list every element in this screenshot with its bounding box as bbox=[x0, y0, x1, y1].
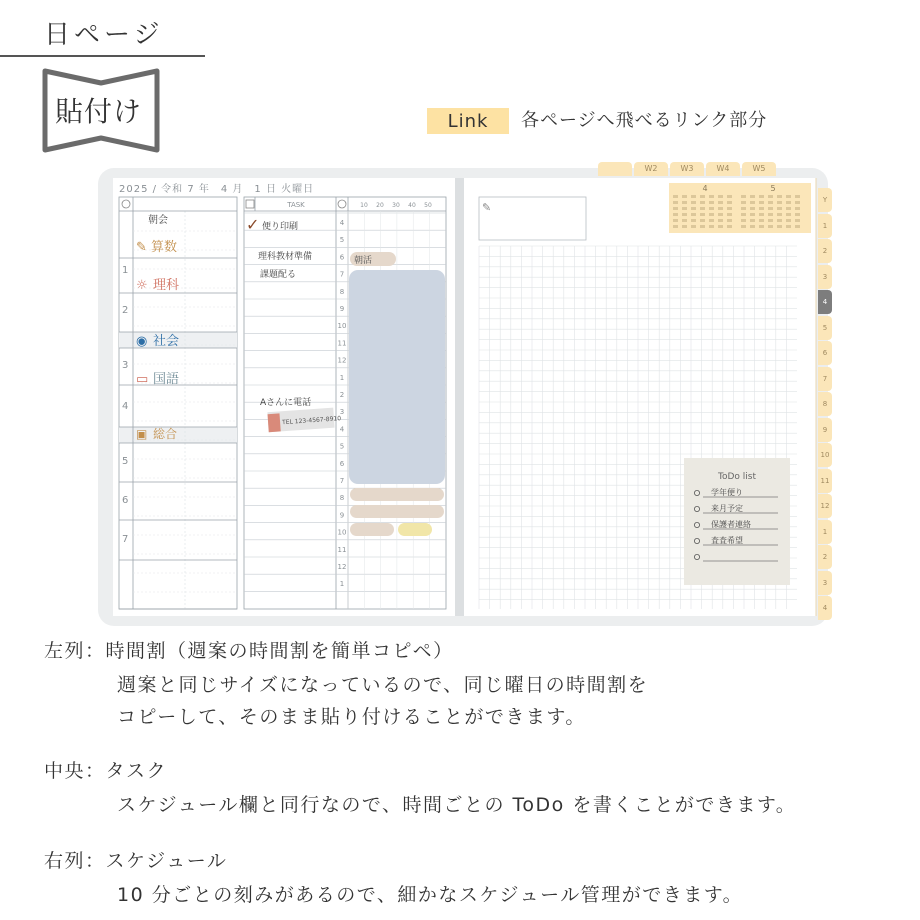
calendar-day bbox=[795, 201, 800, 204]
calendar-day bbox=[777, 195, 782, 198]
side-tab-month[interactable]: 2 bbox=[818, 239, 832, 263]
calendar-day bbox=[727, 219, 732, 222]
calendar-month: 5 bbox=[770, 184, 776, 193]
calendar-day bbox=[741, 225, 746, 228]
calendar-day bbox=[777, 225, 782, 228]
calendar-day bbox=[741, 201, 746, 204]
clock-icon bbox=[338, 200, 346, 208]
calendar-day bbox=[741, 207, 746, 210]
calendar-day bbox=[750, 201, 755, 204]
schedule-bar[interactable] bbox=[350, 488, 444, 501]
calendar-day bbox=[709, 201, 714, 204]
calendar-day bbox=[795, 207, 800, 210]
todo-title: ToDo list bbox=[718, 472, 756, 482]
task-item: Aさんに電話 bbox=[260, 398, 312, 408]
task-item: 理科教材準備 bbox=[258, 252, 313, 262]
hour-label: 5 bbox=[339, 236, 345, 245]
timetable-period-number: 4 bbox=[122, 401, 129, 412]
hour-label: 12 bbox=[337, 356, 347, 365]
hour-label: 9 bbox=[339, 305, 345, 313]
paste-label: 貼付け bbox=[55, 95, 143, 128]
timetable-period-number: 2 bbox=[122, 305, 129, 316]
side-tab-month[interactable]: 9 bbox=[818, 418, 832, 442]
checkmark-icon: ✓ bbox=[246, 215, 260, 234]
timeline-tick: 30 bbox=[392, 202, 400, 209]
calendar-day bbox=[682, 225, 687, 228]
schedule-bar[interactable] bbox=[398, 523, 432, 536]
calendar-day bbox=[709, 195, 714, 198]
calendar-day bbox=[673, 225, 678, 228]
calendar-day bbox=[691, 219, 696, 222]
hour-label: 1 bbox=[339, 580, 345, 589]
side-tab-month[interactable]: 12 bbox=[818, 494, 832, 518]
hour-label: 11 bbox=[337, 545, 347, 554]
calendar-day bbox=[759, 219, 764, 222]
calendar-day bbox=[727, 195, 732, 198]
hour-label: 6 bbox=[339, 253, 345, 262]
calendar-day bbox=[750, 213, 755, 216]
calendar-day bbox=[682, 201, 687, 204]
note-body-line: スケジュール欄と同行なので、時間ごとの ToDo を書くことができます。 bbox=[117, 794, 797, 816]
calendar-day bbox=[709, 213, 714, 216]
hour-label: 6 bbox=[339, 459, 345, 468]
calendar-day bbox=[759, 213, 764, 216]
note-heading: 左列：時間割（週案の時間割を簡単コピペ） bbox=[44, 640, 454, 662]
calendar-day bbox=[795, 195, 800, 198]
week-tab-2[interactable]: W2 bbox=[634, 162, 668, 176]
schedule-bar[interactable] bbox=[350, 523, 394, 536]
hour-label: 7 bbox=[339, 477, 345, 485]
timetable-entry: 総合 bbox=[153, 427, 178, 441]
calendar-day bbox=[691, 201, 696, 204]
calendar-day bbox=[673, 201, 678, 204]
calendar-day bbox=[786, 207, 791, 210]
side-tab-month[interactable]: Y bbox=[818, 188, 832, 212]
hour-label: 4 bbox=[339, 425, 345, 434]
calendar-day bbox=[759, 201, 764, 204]
timeline-tick: 10 bbox=[360, 202, 368, 209]
calendar-day bbox=[759, 195, 764, 198]
hour-label: 10 bbox=[337, 322, 347, 331]
todo-item: 査査希望 bbox=[711, 536, 743, 545]
calendar-day bbox=[718, 201, 723, 204]
calendar-day bbox=[700, 207, 705, 210]
calendar-day bbox=[709, 219, 714, 222]
side-tab-month[interactable]: 10 bbox=[818, 443, 832, 467]
calendar-day bbox=[786, 195, 791, 198]
calendar-day bbox=[673, 213, 678, 216]
calendar-day bbox=[718, 195, 723, 198]
side-tab-month[interactable]: 1 bbox=[818, 520, 832, 544]
week-tab-3[interactable]: W3 bbox=[670, 162, 704, 176]
calendar-day bbox=[691, 207, 696, 210]
calendar-day bbox=[700, 225, 705, 228]
side-tab-month[interactable]: 3 bbox=[818, 571, 832, 595]
clock-icon bbox=[122, 200, 130, 208]
calendar-day bbox=[768, 195, 773, 198]
side-tab-month[interactable]: 5 bbox=[818, 316, 832, 340]
calendar-day bbox=[786, 201, 791, 204]
calendar-day bbox=[786, 213, 791, 216]
note-body-line: コピーして、そのまま貼り付けることができます。 bbox=[117, 706, 586, 728]
timetable-period-number: 5 bbox=[122, 456, 129, 467]
link-description: 各ページへ飛べるリンク部分 bbox=[521, 110, 768, 131]
side-tab-month[interactable]: 8 bbox=[818, 392, 832, 416]
calendar-day bbox=[700, 195, 705, 198]
calendar-day bbox=[759, 225, 764, 228]
task-item: 便り印刷 bbox=[262, 222, 299, 232]
page-title: 日ページ bbox=[44, 20, 164, 50]
calendar-day bbox=[786, 225, 791, 228]
calendar-day bbox=[750, 225, 755, 228]
calendar-day bbox=[768, 219, 773, 222]
calendar-day bbox=[673, 195, 678, 198]
side-tab-month[interactable]: 4 bbox=[818, 596, 832, 620]
timetable-period-number: 3 bbox=[122, 360, 129, 371]
calendar-day bbox=[673, 207, 678, 210]
calendar-day bbox=[777, 219, 782, 222]
calendar-day bbox=[795, 219, 800, 222]
calendar-day bbox=[718, 225, 723, 228]
note-body-line: 10 分ごとの刻みがあるので、細かなスケジュール管理ができます。 bbox=[117, 884, 744, 906]
timetable-entry: 社会 bbox=[153, 334, 180, 349]
calendar-day bbox=[691, 225, 696, 228]
note-heading: 中央：タスク bbox=[44, 760, 168, 782]
calendar-day bbox=[768, 225, 773, 228]
calendar-day bbox=[682, 213, 687, 216]
calendar-day bbox=[700, 213, 705, 216]
hour-label: 3 bbox=[339, 408, 345, 417]
hour-label: 10 bbox=[337, 528, 347, 537]
hour-label: 8 bbox=[339, 494, 345, 503]
pencil-icon: ✎ bbox=[482, 201, 492, 214]
pencil-icon: ✎ bbox=[136, 240, 147, 255]
task-item: 課題配る bbox=[260, 270, 297, 280]
calendar-day bbox=[777, 207, 782, 210]
sticky-note-flag bbox=[268, 413, 281, 432]
timetable-entry: 理科 bbox=[153, 278, 180, 293]
calendar-day bbox=[741, 219, 746, 222]
hour-label: 5 bbox=[339, 442, 345, 451]
timetable-period-number: 7 bbox=[122, 534, 129, 545]
memo-box[interactable] bbox=[479, 197, 586, 240]
hour-label: 11 bbox=[337, 339, 347, 348]
side-tab-month[interactable]: 6 bbox=[818, 341, 832, 365]
timetable-period-number: 1 bbox=[122, 265, 129, 276]
calendar-day bbox=[741, 195, 746, 198]
calendar-day bbox=[682, 195, 687, 198]
date-line: 2025 / 令和 7 年 4 月 1 日 火曜日 bbox=[119, 184, 315, 195]
link-badge: Link bbox=[427, 108, 509, 134]
todo-item: 来月予定 bbox=[711, 504, 743, 513]
calendar-day bbox=[768, 207, 773, 210]
calendar-day bbox=[786, 219, 791, 222]
timetable-entry: 国語 bbox=[153, 372, 180, 387]
note-body-line: 週案と同じサイズになっているので、同じ曜日の時間割を bbox=[117, 674, 649, 696]
calendar-day bbox=[727, 225, 732, 228]
timetable-entry: 算数 bbox=[151, 240, 178, 255]
hour-label: 7 bbox=[339, 270, 345, 279]
globe-icon: ◉ bbox=[136, 334, 148, 349]
calendar-day bbox=[709, 207, 714, 210]
calendar-day bbox=[727, 201, 732, 204]
schedule-block-class[interactable] bbox=[349, 270, 445, 484]
calendar-day bbox=[759, 207, 764, 210]
calendar-day bbox=[727, 207, 732, 210]
hour-label: 1 bbox=[339, 373, 345, 382]
calendar-day bbox=[691, 195, 696, 198]
calendar-day bbox=[718, 207, 723, 210]
notebook-icon: ▣ bbox=[136, 427, 148, 441]
calendar-day bbox=[700, 219, 705, 222]
calendar-day bbox=[700, 201, 705, 204]
timeline-tick: 50 bbox=[424, 202, 432, 209]
calendar-day bbox=[718, 213, 723, 216]
side-tab-month[interactable]: 7 bbox=[818, 367, 832, 391]
calendar-day bbox=[691, 213, 696, 216]
sticky-note-text: TEL 123-4567-8910 bbox=[281, 415, 342, 427]
side-tab-month[interactable]: 2 bbox=[818, 545, 832, 569]
timeline-tick: 40 bbox=[408, 202, 416, 209]
side-tab-month[interactable]: 1 bbox=[818, 214, 832, 238]
calendar-day bbox=[777, 213, 782, 216]
calendar-day bbox=[795, 213, 800, 216]
calendar-day bbox=[768, 213, 773, 216]
side-tabs bbox=[818, 188, 832, 622]
note-heading: 右列：スケジュール bbox=[44, 850, 228, 872]
calendar-month: 4 bbox=[702, 184, 708, 193]
calendar-day bbox=[795, 225, 800, 228]
calendar-day bbox=[750, 207, 755, 210]
calendar-day bbox=[709, 225, 714, 228]
side-tab-month[interactable]: 11 bbox=[818, 469, 832, 493]
calendar-day bbox=[727, 213, 732, 216]
side-tab-month[interactable]: 3 bbox=[818, 265, 832, 289]
todo-item: 保護者連絡 bbox=[711, 520, 751, 529]
week-tab-4[interactable]: W4 bbox=[706, 162, 740, 176]
task-header: TASK bbox=[287, 201, 305, 209]
checkbox-icon bbox=[246, 200, 254, 208]
calendar-day bbox=[673, 219, 678, 222]
book-icon: ▭ bbox=[136, 372, 149, 387]
calendar-day bbox=[682, 219, 687, 222]
calendar-day bbox=[750, 195, 755, 198]
hour-label: 2 bbox=[339, 391, 345, 399]
hour-label: 8 bbox=[339, 287, 345, 296]
calendar-day bbox=[741, 213, 746, 216]
timeline-tick: 20 bbox=[376, 202, 384, 209]
bulb-icon: ☼ bbox=[136, 278, 148, 293]
hour-label: 4 bbox=[339, 219, 345, 227]
calendar-day bbox=[750, 219, 755, 222]
todo-item: 学年便り bbox=[711, 488, 743, 497]
week-tab-5[interactable]: W5 bbox=[742, 162, 776, 176]
schedule-label: 朝活 bbox=[354, 256, 373, 266]
calendar-day bbox=[682, 207, 687, 210]
calendar-day bbox=[768, 201, 773, 204]
hour-label: 9 bbox=[339, 511, 345, 520]
schedule-bar[interactable] bbox=[350, 505, 444, 518]
calendar-day bbox=[718, 219, 723, 222]
timetable-entry: 朝会 bbox=[148, 215, 168, 226]
calendar-day bbox=[777, 201, 782, 204]
hour-label: 12 bbox=[337, 563, 347, 571]
timetable-period-number: 6 bbox=[122, 495, 129, 506]
side-tab-month[interactable]: 4 bbox=[818, 290, 832, 314]
